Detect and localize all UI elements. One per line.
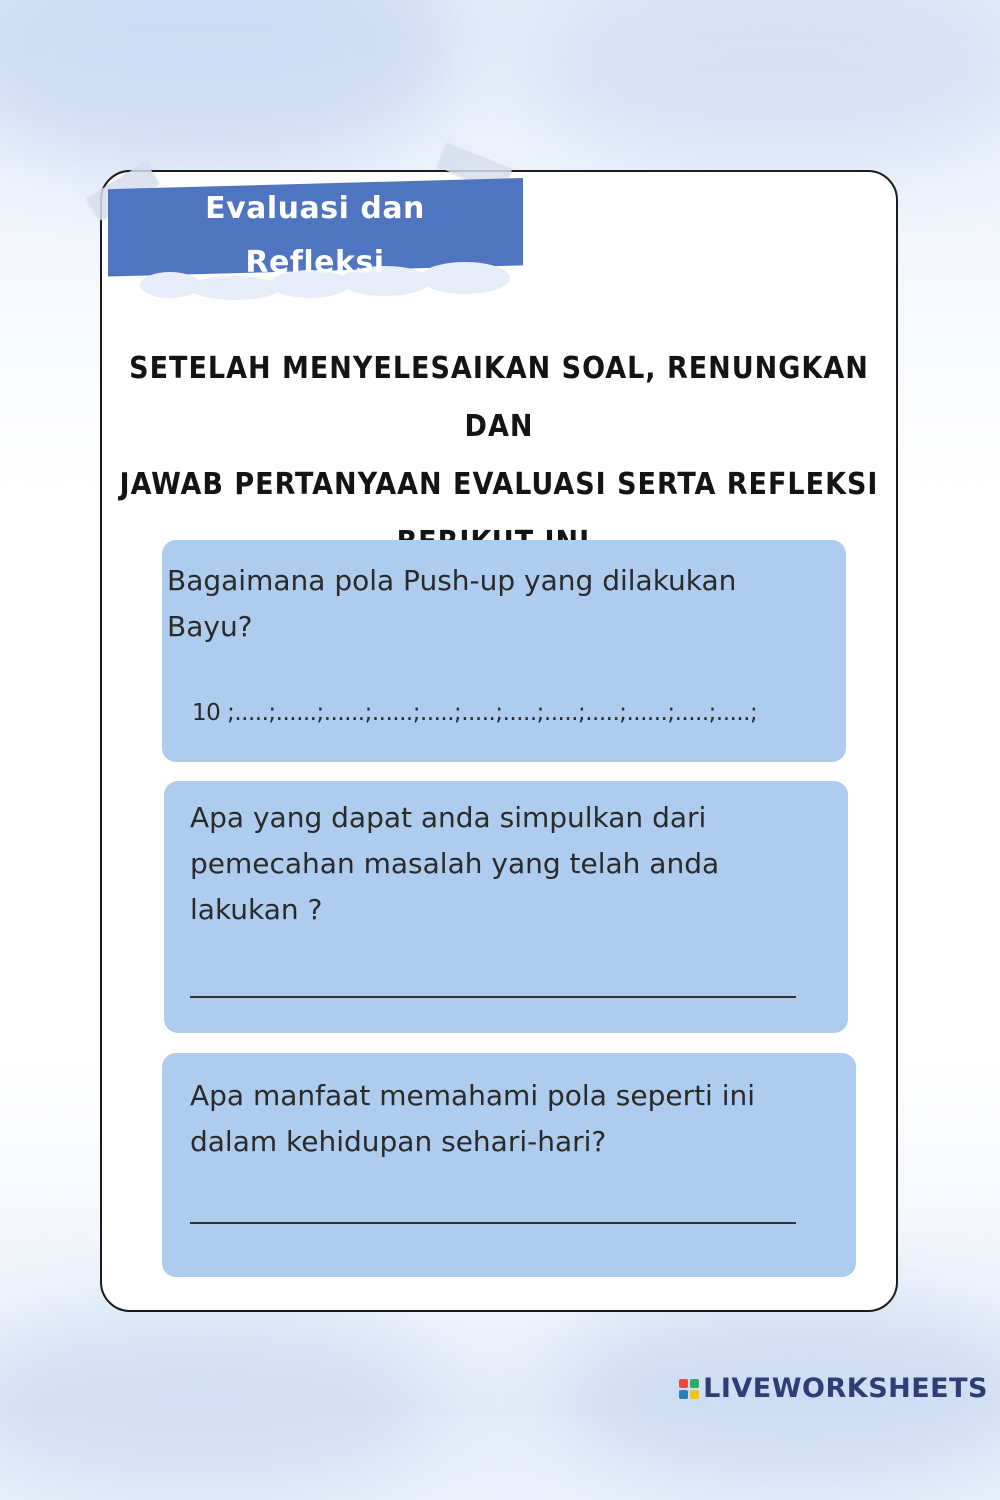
question-2-line3: lakukan ? [190,893,323,926]
question-1-line2: Bayu? [167,610,253,643]
liveworksheets-logo-icon [679,1379,699,1399]
section-title-line1: Evaluasi dan [205,191,425,226]
question-2-line1: Apa yang dapat anda simpulkan dari [190,801,707,834]
question-3-line2: dalam kehidupan sehari-hari? [190,1125,607,1158]
section-title-line2: Refleksi [245,245,385,280]
question-1-pattern-field[interactable]: 10 ;.....;......;......;......;.....;.....;.....;.....;.....;......;.....;.....; [192,700,758,726]
question-3-text [190,1073,755,1165]
instruction-text [104,340,894,572]
question-3-answer-field[interactable] [190,1222,796,1224]
question-3-line1: Apa manfaat memahami pola seperti ini [190,1079,756,1112]
background-watercolor [0,0,460,180]
question-1-line1: Bagaimana pola Push-up yang dilakukan [167,564,737,597]
question-2-line2: pemecahan masalah yang telah anda [190,847,720,880]
question-2-text [190,795,719,933]
brand-name: LIVEWORKSHEETS [703,1373,988,1404]
instruction-line1: SETELAH MENYELESAIKAN SOAL, RENUNGKAN DAN [129,351,869,444]
question-2-answer-field[interactable] [190,996,796,998]
background-watercolor [520,0,1000,180]
instruction-line2: JAWAB PERTANYAAN EVALUASI SERTA REFLEKSI [119,467,879,502]
background-watercolor [0,1300,440,1500]
section-title [150,182,480,290]
question-1-text [167,558,736,650]
liveworksheets-branding[interactable] [679,1373,988,1404]
